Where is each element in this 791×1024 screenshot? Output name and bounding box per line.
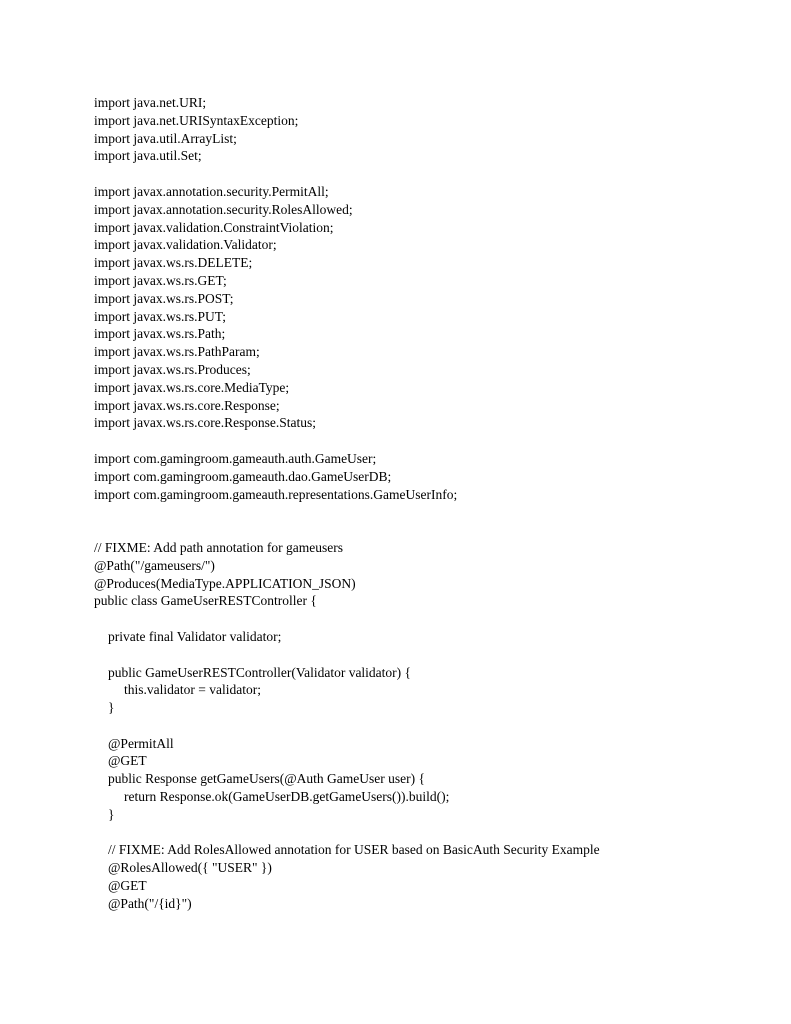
code-line: import javax.ws.rs.PathParam; — [94, 344, 260, 360]
blank-line — [94, 165, 600, 183]
code-line: import java.net.URI; — [94, 95, 207, 110]
code-line: import javax.ws.rs.core.MediaType; — [94, 379, 290, 395]
code-comment: // FIXME: Add RolesAllowed annotation for USER based on BasicAuth Security Example — [108, 842, 600, 858]
code-line: @Produces(MediaType.APPLICATION_JSON) — [94, 575, 356, 591]
code-line: public class GameUserRESTController { — [94, 593, 317, 609]
code-line: } — [108, 700, 115, 716]
code-line: import javax.validation.ConstraintViolation; — [94, 219, 334, 235]
code-line: import javax.annotation.security.PermitAll; — [94, 183, 329, 199]
code-line: import javax.validation.Validator; — [94, 237, 277, 253]
code-line: import javax.ws.rs.DELETE; — [94, 255, 253, 271]
code-line: import javax.ws.rs.Path; — [94, 326, 226, 342]
code-line: this.validator = validator; — [124, 682, 261, 698]
code-line: @RolesAllowed({ "USER" }) — [108, 860, 272, 876]
code-line: } — [108, 806, 115, 822]
blank-line — [94, 432, 600, 450]
code-line: import javax.ws.rs.GET; — [94, 272, 227, 288]
code-line: public GameUserRESTController(Validator validator) { — [108, 664, 412, 680]
code-line: private final Validator validator; — [108, 628, 282, 644]
code-line: import javax.ws.rs.Produces; — [94, 361, 251, 377]
code-line: import com.gamingroom.gameauth.representations.GameUserInfo; — [94, 486, 458, 502]
code-line: import com.gamingroom.gameauth.dao.GameUserDB; — [94, 468, 392, 484]
code-line: import java.util.ArrayList; — [94, 130, 237, 146]
blank-line — [94, 646, 600, 664]
code-line: import java.net.URISyntaxException; — [94, 112, 299, 128]
code-line: import javax.ws.rs.core.Response; — [94, 397, 280, 413]
code-line: @PermitAll — [108, 735, 174, 751]
blank-line — [94, 503, 600, 539]
code-line: public Response getGameUsers(@Auth GameUser user) { — [108, 771, 425, 787]
code-line: import javax.ws.rs.POST; — [94, 290, 234, 306]
code-line: @GET — [108, 753, 147, 769]
code-line: @Path("/gameusers/") — [94, 557, 215, 573]
blank-line — [94, 610, 600, 628]
code-line: @GET — [108, 878, 147, 894]
code-line: import javax.ws.rs.core.Response.Status; — [94, 415, 316, 431]
code-line: import com.gamingroom.gameauth.auth.GameUser; — [94, 450, 377, 466]
code-line: import java.util.Set; — [94, 148, 202, 164]
code-line: return Response.ok(GameUserDB.getGameUsers()).build(); — [124, 789, 450, 805]
code-line: import javax.ws.rs.PUT; — [94, 308, 226, 324]
code-listing — [94, 94, 600, 913]
code-line: @Path("/{id}") — [108, 895, 192, 911]
code-line: import javax.annotation.security.RolesAllowed; — [94, 201, 353, 217]
blank-line — [94, 824, 600, 842]
code-comment: // FIXME: Add path annotation for gameusers — [94, 539, 343, 555]
blank-line — [94, 717, 600, 735]
